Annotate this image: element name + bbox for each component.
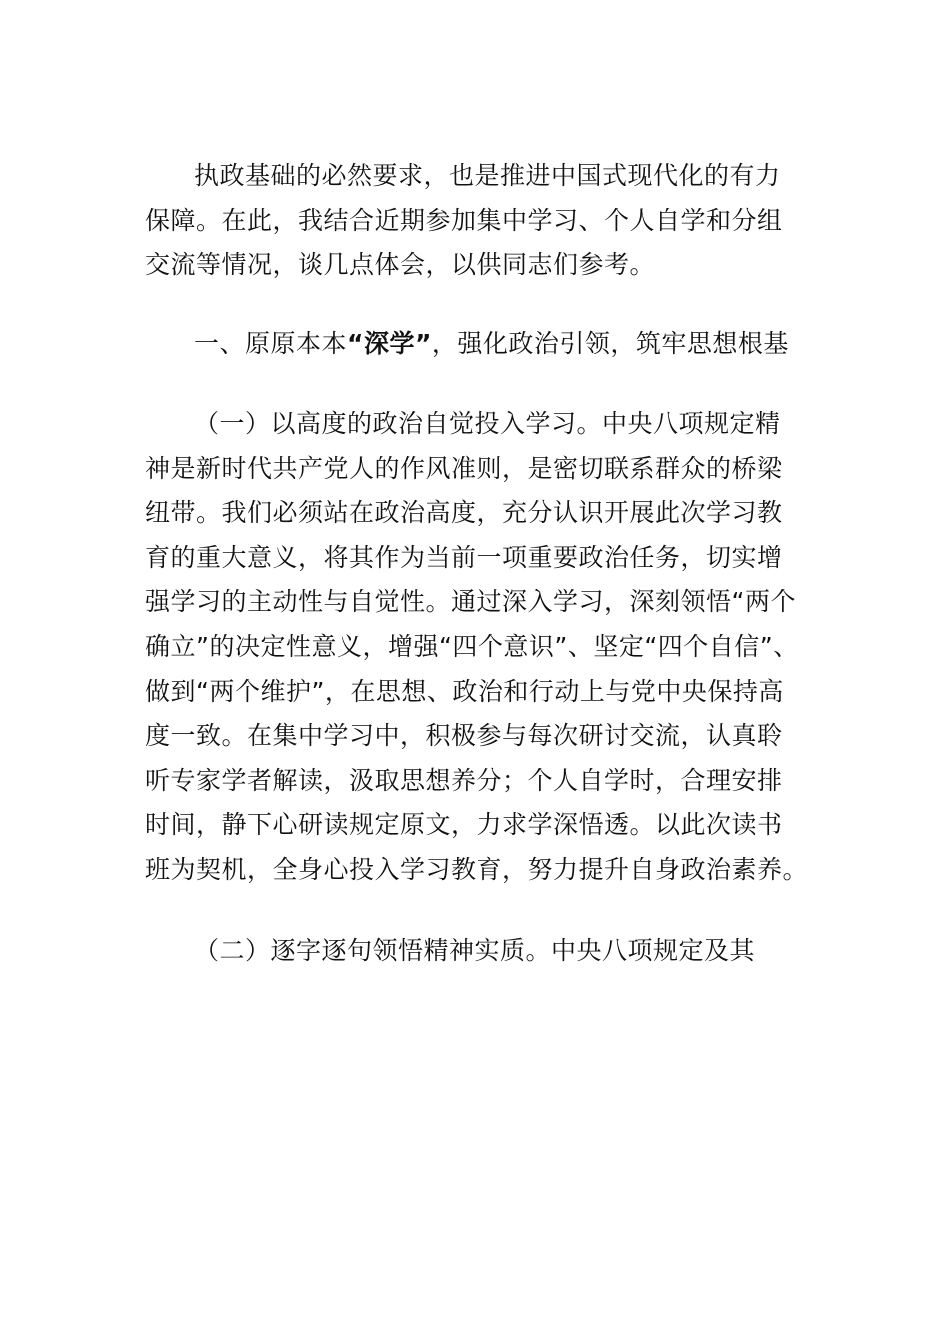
intro-line-2: 保障。在此，我结合近期参加集中学习、个人自学和分组	[145, 205, 783, 235]
section-heading-1	[145, 322, 805, 367]
heading-text-after: ，强化政治引领，筑牢思想根基	[431, 329, 789, 358]
subsection-1-line-7: 做到“两个维护”，在思想、政治和行动上与党中央保持高	[145, 676, 784, 706]
heading-text-before: 一、原原本本	[194, 329, 348, 358]
subsection-1-line-10: 时间，静下心研读规定原文，力求学深悟透。以此次读书	[145, 810, 783, 840]
subsection-1-line-8: 度一致。在集中学习中，积极参与每次研讨交流，认真聆	[145, 721, 783, 751]
subsection-1-line-2: 神是新时代共产党人的作风准则，是密切联系群众的桥梁	[145, 453, 783, 483]
subsection-1-line-9: 听专家学者解读，汲取思想养分；个人自学时，合理安排	[145, 765, 783, 795]
intro-line-1: 执政基础的必然要求，也是推进中国式现代化的有力	[194, 161, 781, 190]
subsection-1-line-3: 纽带。我们必须站在政治高度，充分认识开展此次学习教	[145, 498, 783, 528]
intro-paragraph	[145, 154, 805, 288]
subsection-1-line-1: （一）以高度的政治自觉投入学习。中央八项规定精	[194, 409, 781, 438]
subsection-1-line-4: 育的重大意义，将其作为当前一项重要政治任务，切实增	[145, 542, 783, 572]
subsection-1-line-6: 确立”的决定性意义，增强“四个意识”、坚定“四个自信”、	[145, 631, 799, 661]
subsection-1-line-5: 强学习的主动性与自觉性。通过深入学习，深刻领悟“两个	[145, 587, 796, 617]
subsection-1-paragraph	[145, 402, 809, 893]
heading-text-quoted: “深学”	[347, 329, 432, 358]
subsection-2-paragraph	[145, 929, 805, 974]
section-heading-1-line	[145, 322, 805, 367]
intro-line-3: 交流等情况，谈几点体会，以供同志们参考。	[145, 250, 656, 280]
subsection-2-line-1: （二）逐字逐句领悟精神实质。中央八项规定及其	[194, 936, 756, 965]
subsection-1-line-11: 班为契机，全身心投入学习教育，努力提升自身政治素养。	[145, 854, 809, 884]
